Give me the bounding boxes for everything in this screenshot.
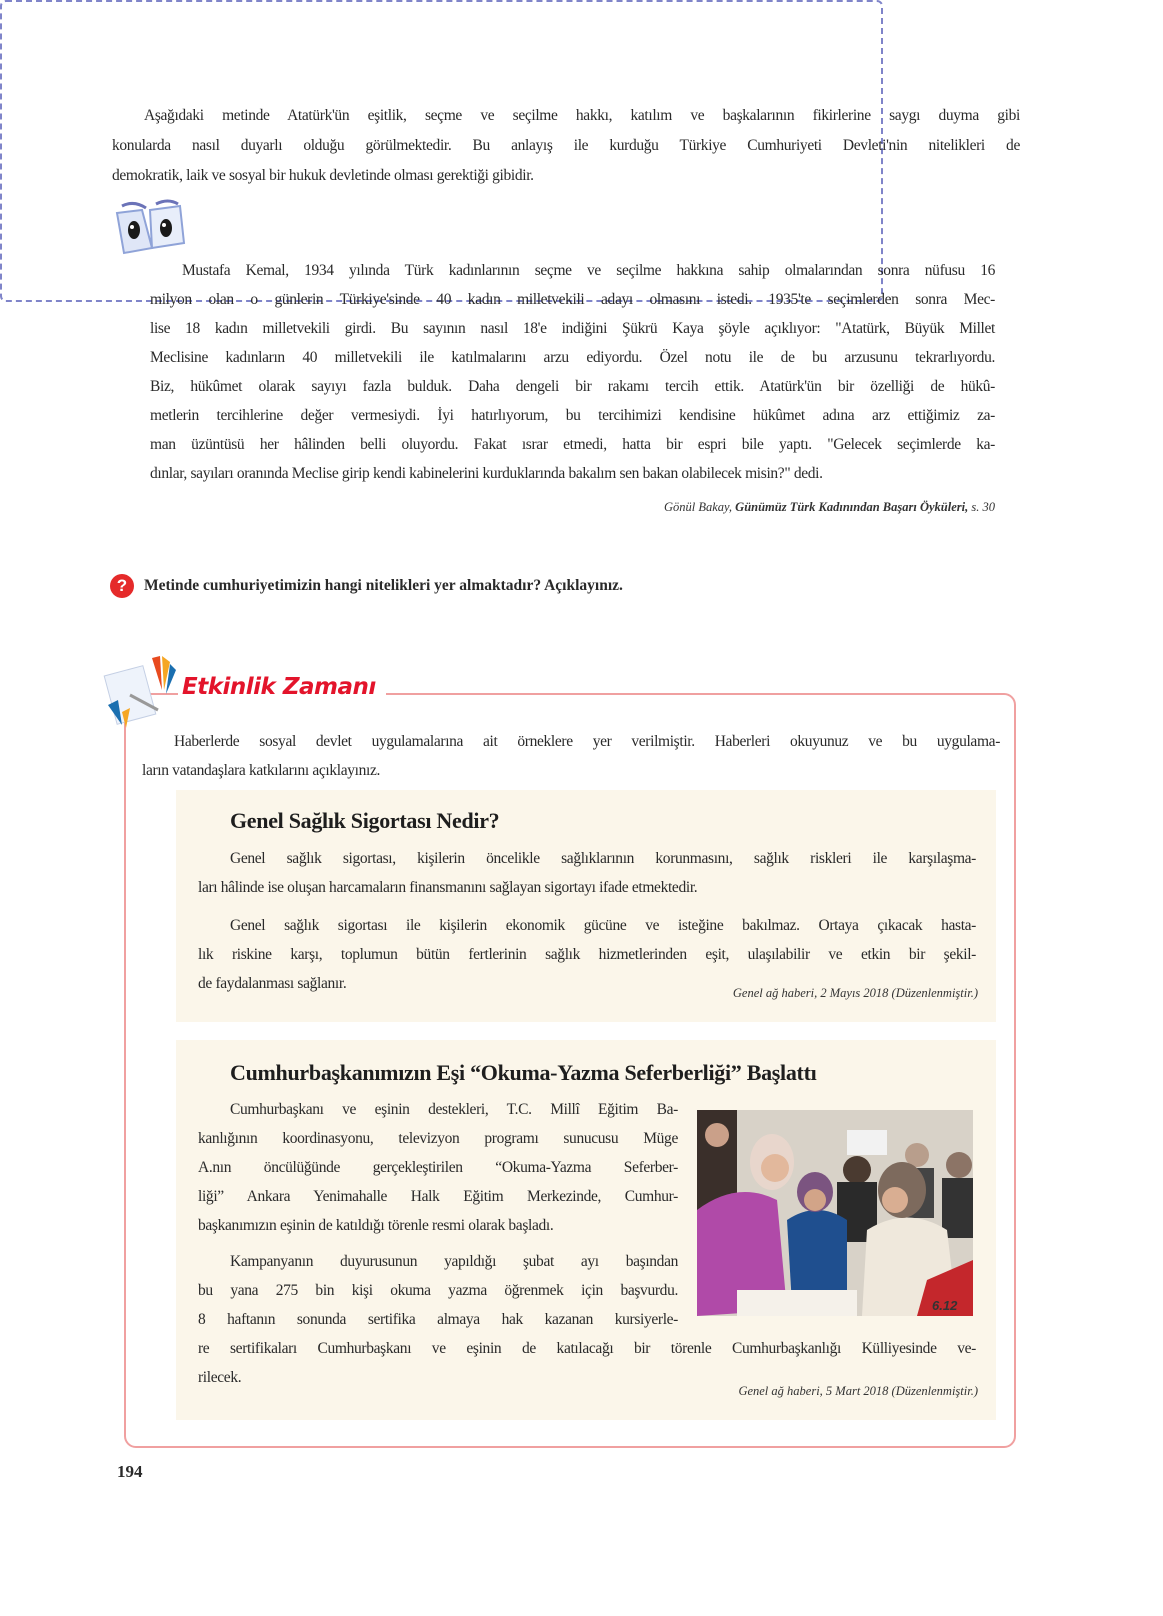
text-line: ları hâlinde ise oluşan harcamaların finansmanını sağlayan sigortayı ifade etmektedir. <box>198 879 698 896</box>
text-line: de faydalanması sağlanır. <box>198 975 347 992</box>
text-line: milyon olan o günlerin Türkiye'sinde 40 kadın milletvekili adayı olmasını istedi. 1935'te seçimlerden sonra Mec- <box>150 291 995 308</box>
text-line: metlerin tercihlerine değer vermesiydi. İyi hatırlıyorum, bu tercihimizi kendisine hükûmet adına arz ettiğimiz za- <box>150 407 995 424</box>
question-text: Metinde cumhuriyetimizin hangi nitelikleri yer almaktadır? Açıklayınız. <box>144 577 623 594</box>
text-line: Mustafa Kemal, 1934 yılında Türk kadınlarının seçme ve seçilme hakkına sahip olmalarından sonra nüfusu 16 <box>182 262 995 279</box>
news-card <box>176 1040 996 1420</box>
text-line: başkanımızın eşinin de katıldığı törenle resmi olarak başladı. <box>198 1217 554 1234</box>
question <box>110 574 623 598</box>
news-title: Genel Sağlık Sigortası Nedir? <box>230 808 500 833</box>
text-line: bu yana 275 bin kişi okuma yazma öğrenmek için başvurdu. <box>198 1282 678 1299</box>
text-line: Biz, hükûmet olarak sayıyı fazla bulduk. Daha dengeli bir rakamı tercih ettik. Atatürk'ün bir özelliği de hükû- <box>150 378 995 395</box>
news-photo <box>697 1110 973 1316</box>
text-line: Meclisine kadınların 40 milletvekili ile katılmalarını arzu ediyordu. Özel notu ile de bu arzusunu tekrarlıyordu. <box>150 349 995 366</box>
news-source: Genel ağ haberi, 2 Mayıs 2018 (Düzenlenmiştir.) <box>732 986 978 1000</box>
intro-paragraph <box>112 101 1020 191</box>
text-line: konularda nasıl duyarlı olduğu görülmektedir. Bu anlayış ile kurduğu Türkiye Cumhuriyeti Devleti'nin nitelikleri de <box>112 137 1020 154</box>
source-page: s. 30 <box>971 500 995 514</box>
text-line: Genel sağlık sigortası ile kişilerin ekonomik gücüne ve isteğine bakılmaz. Ortaya çıkacak hasta- <box>230 917 976 934</box>
text-line: ların vatandaşlara katkılarını açıklayınız. <box>142 762 381 779</box>
reading-book-icon <box>112 198 192 262</box>
question-mark-icon: ? <box>110 574 134 598</box>
quote-source <box>664 500 995 515</box>
news-title: Cumhurbaşkanımızın Eşi “Okuma-Yazma Seferberliği” Başlattı <box>230 1060 817 1085</box>
text-line: demokratik, laik ve sosyal bir hukuk devletinde olması gerektiği gibidir. <box>112 167 534 184</box>
text-line: Haberlerde sosyal devlet uygulamalarına ait örneklere yer verilmiştir. Haberleri okuyunuz ve bu uygulama- <box>174 733 1000 750</box>
news-source: Genel ağ haberi, 5 Mart 2018 (Düzenlenmiştir.) <box>738 1384 978 1398</box>
text-line: A.nın öncülüğünde gerçekleştirilen “Okuma-Yazma Seferber- <box>198 1159 678 1176</box>
activity-title: Etkinlik Zamanı <box>178 674 386 700</box>
quote-text <box>150 256 995 488</box>
text-line: lık riskine karşı, toplumun bütün fertlerinin sağlık hizmetlerinden eşit, ulaşılabilir ve etkin bir şekil- <box>198 946 976 963</box>
text-line: 8 haftanın sonunda sertifika almaya hak kazanan kursiyerle- <box>198 1311 678 1328</box>
activity-papers-icon <box>100 650 180 734</box>
source-title: Günümüz Türk Kadınından Başarı Öyküleri, <box>735 500 969 514</box>
page-number: 194 <box>117 1462 143 1481</box>
text-line: Genel sağlık sigortası, kişilerin öncelikle sağlıklarının korunmasını, sağlık riskleri ile karşılaşma- <box>230 850 976 867</box>
text-line: dınlar, sayıları oranında Meclise girip kendi kabinelerini kurduklarında bakalım sen bakan olabilecek misin?" dedi. <box>150 465 823 482</box>
text-line: rilecek. <box>198 1369 242 1386</box>
text-line: re sertifikaları Cumhurbaşkanı ve eşinin de katılacağı bir törenle Cumhurbaşkanlığı Külliyesinde ve- <box>198 1340 976 1357</box>
text-line: Aşağıdaki metinde Atatürk'ün eşitlik, seçme ve seçilme hakkı, katılım ve başkalarının fikirlerine saygı duyma gibi <box>144 107 1020 124</box>
figure-label: 6.12 <box>932 1298 958 1313</box>
text-line: lise 18 kadın milletvekili girdi. Bu sayının nasıl 18'e indiğini Şükrü Kaya şöyle açıklıyor: "Atatürk, Büyük Millet <box>150 320 995 337</box>
activity-instructions <box>142 727 1000 785</box>
source-author: Gönül Bakay, <box>664 500 733 514</box>
news-body <box>198 844 976 998</box>
text-line: man üzüntüsü her hâlinden belli oluyordu. Fakat ısrar etmedi, hatta bir espri bile yaptı. "Gelecek seçimlerde ka- <box>150 436 995 453</box>
news-card <box>176 790 996 1022</box>
text-line: Cumhurbaşkanı ve eşinin destekleri, T.C. Millî Eğitim Ba- <box>230 1101 678 1118</box>
text-line: liği” Ankara Yenimahalle Halk Eğitim Merkezinde, Cumhur- <box>198 1188 678 1205</box>
text-line: kanlığının koordinasyonu, televizyon programı sunucusu Müge <box>198 1130 678 1147</box>
text-line: Kampanyanın duyurusunun yapıldığı şubat ayı başından <box>230 1253 678 1270</box>
